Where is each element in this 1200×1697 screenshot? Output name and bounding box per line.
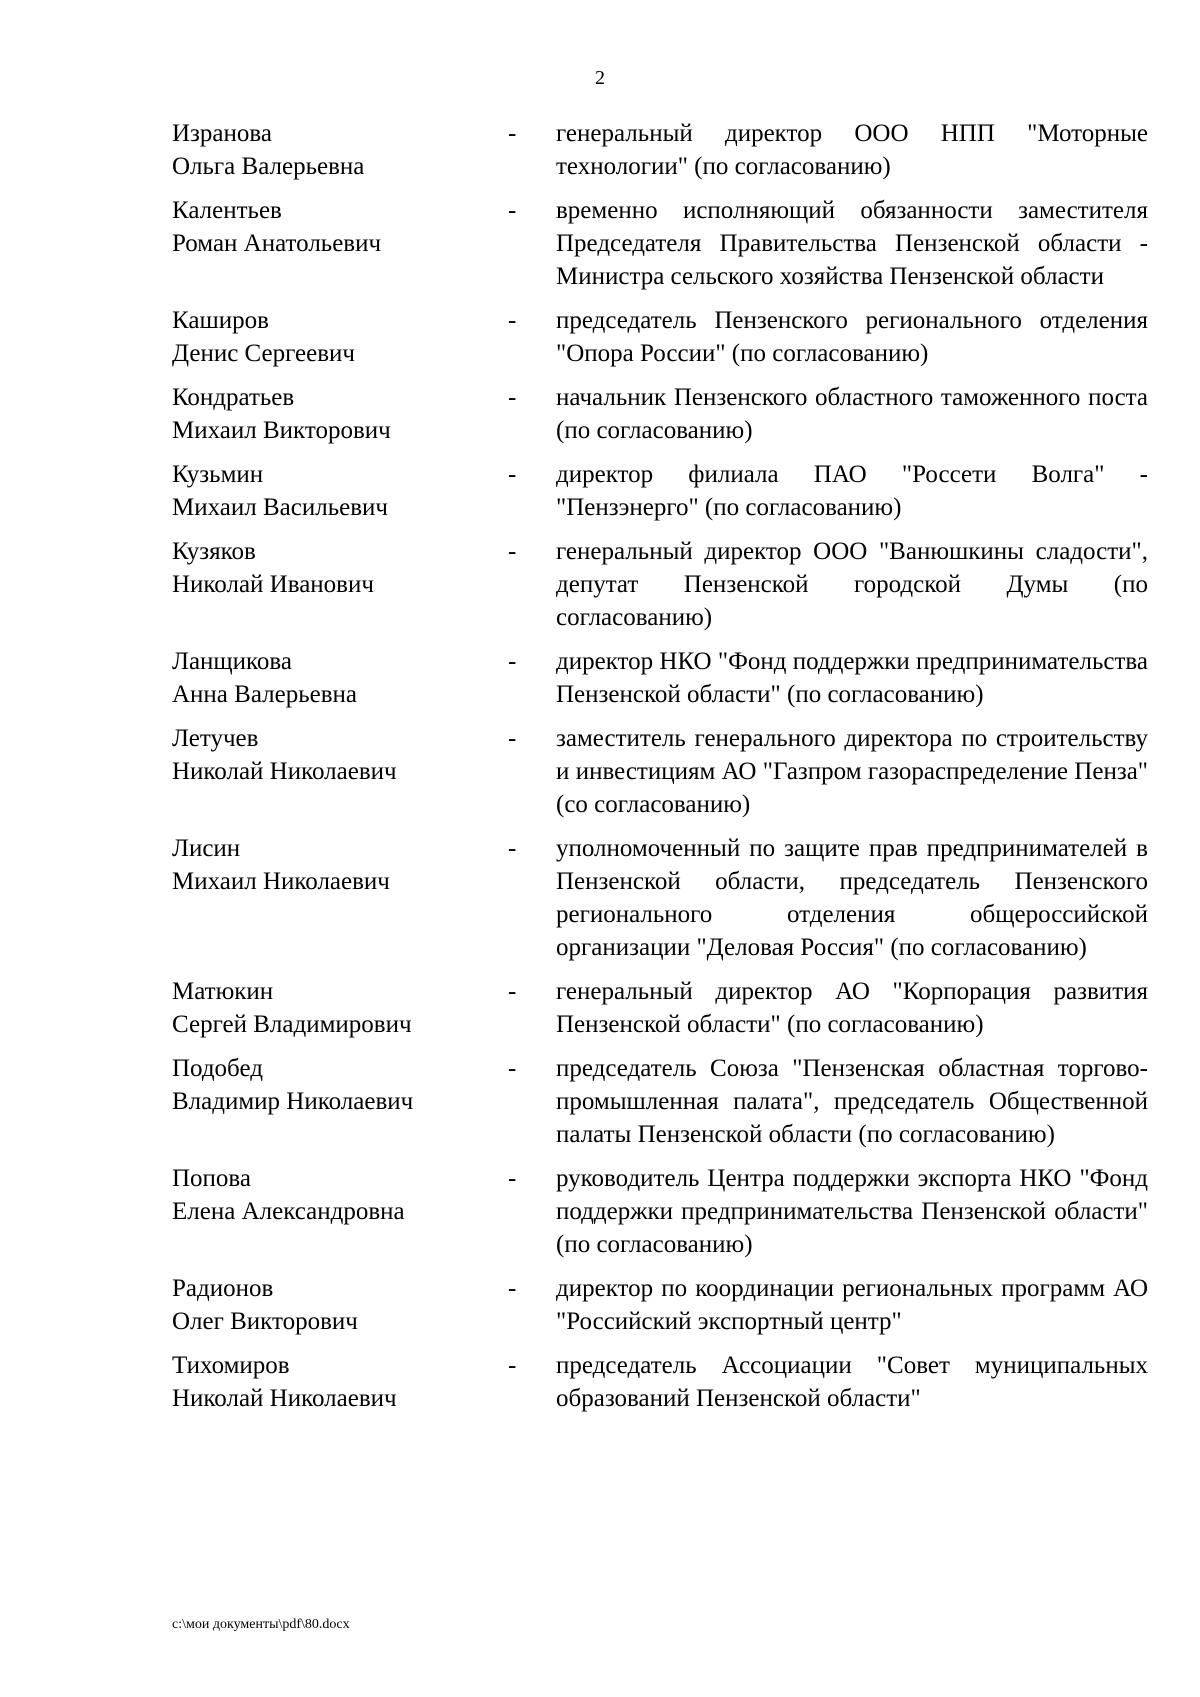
member-name <box>172 1349 508 1415</box>
member-position: руководитель Центра поддержки экспорта НКО "Фонд поддержки предпринимательства Пензенской области" (по согласованию) <box>556 1165 1148 1258</box>
file-path-footer: c:\мои документы\pdf\80.docx <box>172 1617 350 1632</box>
member-position: председатель Пензенского регионального отделения "Опора России" (по согласованию) <box>556 307 1148 367</box>
member-surname: Тихомиров <box>172 1352 290 1379</box>
member-position: заместитель генерального директора по строительству и инвестициям АО "Газпром газораспределение Пенза" (со согласованию) <box>556 725 1148 818</box>
dash-separator: - <box>508 978 517 1005</box>
list-item <box>172 535 1148 634</box>
member-surname: Радионов <box>172 1275 274 1302</box>
member-position: директор НКО "Фонд поддержки предпринимательства Пензенской области" (по согласованию) <box>556 648 1148 708</box>
member-given-names: Олег Викторович <box>172 1308 358 1335</box>
member-position: генеральный директор ООО НПП "Моторные технологии" (по согласованию) <box>556 120 1148 180</box>
member-position: директор филиала ПАО "Россети Волга" - "Пензэнерго" (по согласованию) <box>556 461 1148 521</box>
dash-separator: - <box>508 461 517 488</box>
member-surname: Попова <box>172 1165 252 1192</box>
member-name <box>172 1272 508 1338</box>
member-name <box>172 117 508 183</box>
member-surname: Летучев <box>172 725 259 752</box>
member-surname: Кузяков <box>172 538 256 565</box>
dash-separator: - <box>508 197 517 224</box>
member-position: начальник Пензенского областного таможенного поста (по согласованию) <box>556 384 1148 444</box>
member-name <box>172 535 508 601</box>
list-item <box>172 1052 1148 1151</box>
dash-separator: - <box>508 725 517 752</box>
dash-separator: - <box>508 120 517 147</box>
list-item <box>172 1349 1148 1415</box>
member-position: уполномоченный по защите прав предпринимателей в Пензенской области, председатель Пензенского регионального отделения общероссийской организации "Деловая Россия" (по согласованию) <box>556 835 1148 961</box>
member-name <box>172 975 508 1041</box>
list-item <box>172 1272 1148 1338</box>
member-given-names: Сергей Владимирович <box>172 1011 412 1038</box>
member-name <box>172 381 508 447</box>
member-surname: Подобед <box>172 1055 263 1082</box>
member-given-names: Владимир Николаевич <box>172 1088 414 1115</box>
dash-separator: - <box>508 1165 517 1192</box>
member-given-names: Николай Иванович <box>172 571 374 598</box>
member-name <box>172 645 508 711</box>
member-position: председатель Союза "Пензенская областная торгово-промышленная палата", председатель Общественной палаты Пензенской области (по согласованию) <box>556 1055 1148 1148</box>
member-name <box>172 722 508 788</box>
member-position: генеральный директор ООО "Ванюшкины сладости", депутат Пензенской городской Думы (по согласованию) <box>556 538 1148 631</box>
member-surname: Матюкин <box>172 978 274 1005</box>
dash-separator: - <box>508 1275 517 1302</box>
member-position: директор по координации региональных программ АО "Российский экспортный центр" <box>556 1275 1148 1335</box>
member-surname: Калентьев <box>172 197 282 224</box>
members-list <box>172 117 1148 1426</box>
member-given-names: Николай Николаевич <box>172 1385 397 1412</box>
member-given-names: Анна Валерьевна <box>172 681 357 708</box>
dash-separator: - <box>508 384 517 411</box>
list-item <box>172 832 1148 964</box>
member-position: временно исполняющий обязанности заместителя Председателя Правительства Пензенской области - Министра сельского хозяйства Пензенской области <box>556 197 1148 290</box>
list-item <box>172 194 1148 293</box>
dash-separator: - <box>508 648 517 675</box>
list-item <box>172 381 1148 447</box>
member-given-names: Михаил Викторович <box>172 417 391 444</box>
member-surname: Лисин <box>172 835 241 862</box>
member-name <box>172 458 508 524</box>
member-position: генеральный директор АО "Корпорация развития Пензенской области" (по согласованию) <box>556 978 1148 1038</box>
member-name <box>172 304 508 370</box>
list-item <box>172 304 1148 370</box>
list-item <box>172 1162 1148 1261</box>
member-given-names: Денис Сергеевич <box>172 340 356 367</box>
list-item <box>172 117 1148 183</box>
member-surname: Изранова <box>172 120 272 147</box>
member-position: председатель Ассоциации "Совет муниципальных образований Пензенской области" <box>556 1352 1148 1412</box>
dash-separator: - <box>508 307 517 334</box>
member-name <box>172 194 508 260</box>
member-given-names: Михаил Николаевич <box>172 868 390 895</box>
member-name <box>172 1052 508 1118</box>
member-name <box>172 1162 508 1228</box>
list-item <box>172 458 1148 524</box>
dash-separator: - <box>508 1352 517 1379</box>
member-surname: Ланщикова <box>172 648 293 675</box>
list-item <box>172 722 1148 821</box>
member-given-names: Роман Анатольевич <box>172 230 382 257</box>
member-given-names: Ольга Валерьевна <box>172 153 365 180</box>
page-number: 2 <box>595 67 605 89</box>
member-surname: Кондратьев <box>172 384 295 411</box>
member-given-names: Михаил Васильевич <box>172 494 388 521</box>
list-item <box>172 975 1148 1041</box>
member-given-names: Николай Николаевич <box>172 758 397 785</box>
dash-separator: - <box>508 538 517 565</box>
dash-separator: - <box>508 835 517 862</box>
list-item <box>172 645 1148 711</box>
member-name <box>172 832 508 898</box>
member-surname: Кузьмин <box>172 461 264 488</box>
member-surname: Каширов <box>172 307 269 334</box>
dash-separator: - <box>508 1055 517 1082</box>
member-given-names: Елена Александровна <box>172 1198 405 1225</box>
